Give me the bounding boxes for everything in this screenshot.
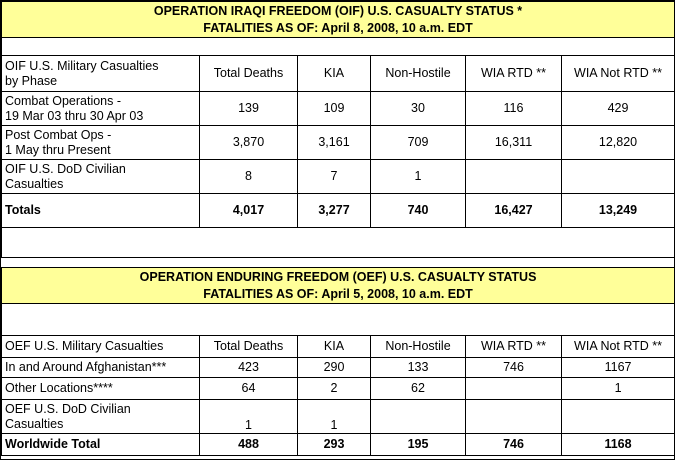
section-gap xyxy=(2,228,675,258)
cell-wia-rtd xyxy=(466,378,562,400)
cell-total-deaths: 4,017 xyxy=(200,194,298,228)
cell-total-deaths: 488 xyxy=(200,434,298,456)
row-label: In and Around Afghanistan*** xyxy=(2,358,200,378)
oef-header-casualties: OEF U.S. Military Casualties xyxy=(2,336,200,358)
cell-wia-rtd xyxy=(466,160,562,194)
cell-wia-not-rtd xyxy=(562,160,675,194)
cell-total-deaths: 8 xyxy=(200,160,298,194)
cell-non-hostile: 30 xyxy=(371,92,466,126)
cell-wia-not-rtd: 1 xyxy=(562,378,675,400)
cell-kia: 109 xyxy=(298,92,371,126)
cell-kia: 3,161 xyxy=(298,126,371,160)
oef-header-wia-not-rtd: WIA Not RTD ** xyxy=(562,336,675,358)
cell-wia-not-rtd: 429 xyxy=(562,92,675,126)
cell-wia-rtd: 16,311 xyxy=(466,126,562,160)
oif-header-row xyxy=(2,56,675,92)
cell-kia: 290 xyxy=(298,358,371,378)
oif-header-kia: KIA xyxy=(298,56,371,92)
cell-wia-not-rtd xyxy=(562,400,675,434)
oef-header-wia-rtd: WIA RTD ** xyxy=(466,336,562,358)
totals-label: Worldwide Total xyxy=(2,434,200,456)
cell-wia-rtd: 746 xyxy=(466,434,562,456)
cell-kia: 293 xyxy=(298,434,371,456)
table-row xyxy=(2,358,675,378)
oif-header-total-deaths: Total Deaths xyxy=(200,56,298,92)
oif-title-line2: FATALITIES AS OF: April 8, 2008, 10 a.m. EDT xyxy=(203,20,473,35)
row-label: OEF U.S. DoD Civilian Casualties xyxy=(2,400,200,434)
table-row xyxy=(2,126,675,160)
cell-non-hostile: 195 xyxy=(371,434,466,456)
oef-title-line1: OPERATION ENDURING FREEDOM (OEF) U.S. CASUALTY STATUS xyxy=(139,269,537,284)
cell-wia-not-rtd: 13,249 xyxy=(562,194,675,228)
cell-kia: 1 xyxy=(298,400,371,434)
cell-wia-rtd: 16,427 xyxy=(466,194,562,228)
cell-total-deaths: 64 xyxy=(200,378,298,400)
cell-total-deaths: 423 xyxy=(200,358,298,378)
oef-spacer-row xyxy=(2,304,675,336)
oef-header-non-hostile: Non-Hostile xyxy=(371,336,466,358)
oif-header-wia-not-rtd: WIA Not RTD ** xyxy=(562,56,675,92)
cell-wia-not-rtd: 1167 xyxy=(562,358,675,378)
oef-title-line2: FATALITIES AS OF: April 5, 2008, 10 a.m. EDT xyxy=(203,286,473,301)
cell-total-deaths: 3,870 xyxy=(200,126,298,160)
oef-title-row xyxy=(2,268,675,304)
table-row xyxy=(2,378,675,400)
cell-non-hostile: 1 xyxy=(371,160,466,194)
oif-header-phase: OIF U.S. Military Casualties by Phase xyxy=(2,56,200,92)
oef-totals-row xyxy=(2,434,675,456)
oif-spacer-row xyxy=(2,38,675,56)
cell-non-hostile: 740 xyxy=(371,194,466,228)
oif-title-line1: OPERATION IRAQI FREEDOM (OIF) U.S. CASUALTY STATUS * xyxy=(153,3,523,18)
table-row xyxy=(2,400,675,434)
cell-total-deaths: 139 xyxy=(200,92,298,126)
oif-title xyxy=(2,2,675,38)
cell-non-hostile: 133 xyxy=(371,358,466,378)
cell-wia-rtd xyxy=(466,400,562,434)
row-label: OIF U.S. DoD Civilian Casualties xyxy=(2,160,200,194)
cell-wia-rtd: 116 xyxy=(466,92,562,126)
cell-wia-rtd: 746 xyxy=(466,358,562,378)
table-row xyxy=(2,92,675,126)
oef-title xyxy=(2,268,675,304)
oef-casualty-table xyxy=(1,267,675,456)
cell-non-hostile xyxy=(371,400,466,434)
cell-wia-not-rtd: 1168 xyxy=(562,434,675,456)
row-label: Post Combat Ops - 1 May thru Present xyxy=(2,126,200,160)
cell-kia: 7 xyxy=(298,160,371,194)
cell-total-deaths: 1 xyxy=(200,400,298,434)
row-label: Other Locations**** xyxy=(2,378,200,400)
oif-title-row xyxy=(2,2,675,38)
oif-totals-row xyxy=(2,194,675,228)
totals-label: Totals xyxy=(2,194,200,228)
oif-header-non-hostile: Non-Hostile xyxy=(371,56,466,92)
row-label: Combat Operations - 19 Mar 03 thru 30 Apr 03 xyxy=(2,92,200,126)
cell-non-hostile: 709 xyxy=(371,126,466,160)
cell-kia: 3,277 xyxy=(298,194,371,228)
oif-header-wia-rtd: WIA RTD ** xyxy=(466,56,562,92)
oif-casualty-table xyxy=(1,1,675,258)
table-row xyxy=(2,160,675,194)
cell-non-hostile: 62 xyxy=(371,378,466,400)
cell-kia: 2 xyxy=(298,378,371,400)
oef-header-row xyxy=(2,336,675,358)
cell-wia-not-rtd: 12,820 xyxy=(562,126,675,160)
oef-header-total-deaths: Total Deaths xyxy=(200,336,298,358)
oef-header-kia: KIA xyxy=(298,336,371,358)
